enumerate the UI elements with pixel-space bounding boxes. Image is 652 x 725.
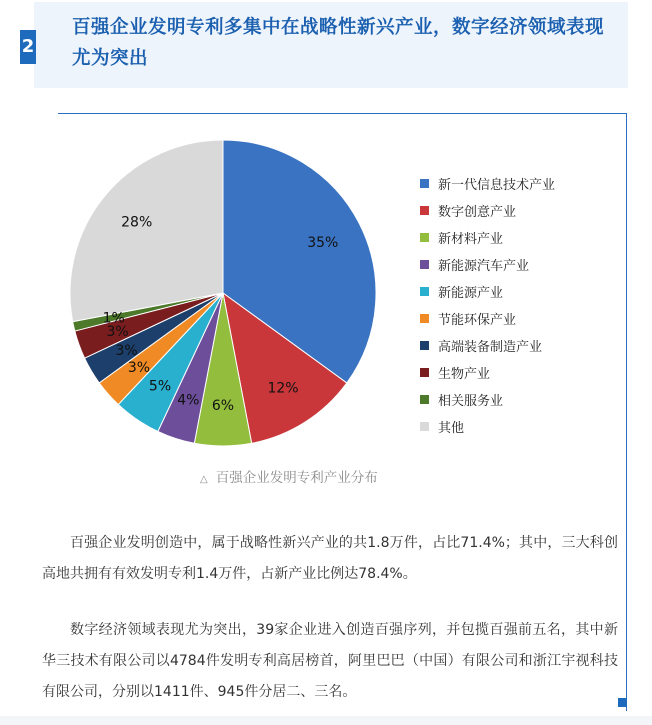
- legend-swatch: [420, 260, 429, 269]
- legend-swatch: [420, 233, 429, 242]
- pie-slice-label: 5%: [148, 378, 172, 395]
- pie-slice-label: 12%: [267, 380, 299, 397]
- chart-caption-text: 百强企业发明专利产业分布: [215, 470, 378, 486]
- paragraph-1: 百强企业发明创造中，属于战略性新兴产业的共1.8万件，占比71.4%；其中，三大科创高地共拥有有效发明专利1.4万件，占新产业比例达78.4%。: [42, 535, 618, 582]
- pie-slice-label: 3%: [115, 343, 138, 360]
- legend-swatch: [420, 287, 429, 296]
- bottom-strip: [0, 716, 652, 725]
- legend-item: [420, 386, 620, 413]
- legend-item: [420, 413, 620, 440]
- pie-slice-label: 1%: [102, 310, 125, 327]
- legend-item: [420, 170, 620, 197]
- legend-item: [420, 278, 620, 305]
- paragraph-2: 数字经济领域表现尤为突出，39家企业进入创造百强序列，并包揽百强前五名，其中新华三技术有限公司以4784件发明专利高居榜首，阿里巴巴（中国）有限公司和浙江宇视科技有限公司，分别以1411件、945件分居二、三名。: [42, 622, 618, 700]
- pie-slice-label: 35%: [307, 235, 339, 252]
- legend-label: 相关服务业: [438, 394, 504, 409]
- legend-label: 新一代信息技术产业: [438, 178, 556, 193]
- triangle-up-icon: △: [200, 474, 208, 485]
- legend-item: [420, 197, 620, 224]
- chart-caption: [200, 466, 378, 486]
- legend-swatch: [420, 206, 429, 215]
- legend-item: [420, 359, 620, 386]
- section-number-badge: 2: [20, 30, 36, 64]
- legend-swatch: [420, 368, 429, 377]
- legend-item: [420, 305, 620, 332]
- pie-slice-label: 6%: [211, 398, 235, 414]
- frame-corner-marker: [618, 698, 627, 707]
- legend-swatch: [420, 314, 429, 323]
- pie-slice: [70, 140, 223, 322]
- pie-slice-label: 3%: [106, 323, 129, 340]
- legend-item: [420, 251, 620, 278]
- legend-label: 数字创意产业: [438, 205, 517, 220]
- legend-label: 新能源汽车产业: [438, 259, 530, 274]
- legend-label: 新能源产业: [438, 286, 504, 301]
- pie-slice-label: 3%: [127, 360, 151, 377]
- pie-chart: [60, 130, 390, 460]
- legend-swatch: [420, 341, 429, 350]
- legend-swatch: [420, 395, 429, 404]
- legend-item: [420, 224, 620, 251]
- legend-label: 新材料产业: [438, 232, 504, 247]
- legend-swatch: [420, 422, 429, 431]
- legend-label: 高端装备制造产业: [438, 340, 543, 355]
- pie-slice-label: 28%: [121, 214, 153, 231]
- legend-label: 节能环保产业: [438, 313, 517, 328]
- pie-slice-label: 4%: [177, 392, 200, 409]
- chart-legend: [420, 170, 620, 440]
- legend-item: [420, 332, 620, 359]
- legend-label: 生物产业: [438, 367, 491, 382]
- legend-label: 其他: [438, 421, 465, 436]
- legend-swatch: [420, 179, 429, 188]
- section-title: 百强企业发明专利多集中在战略性新兴产业，数字经济领域表现尤为突出: [72, 17, 605, 69]
